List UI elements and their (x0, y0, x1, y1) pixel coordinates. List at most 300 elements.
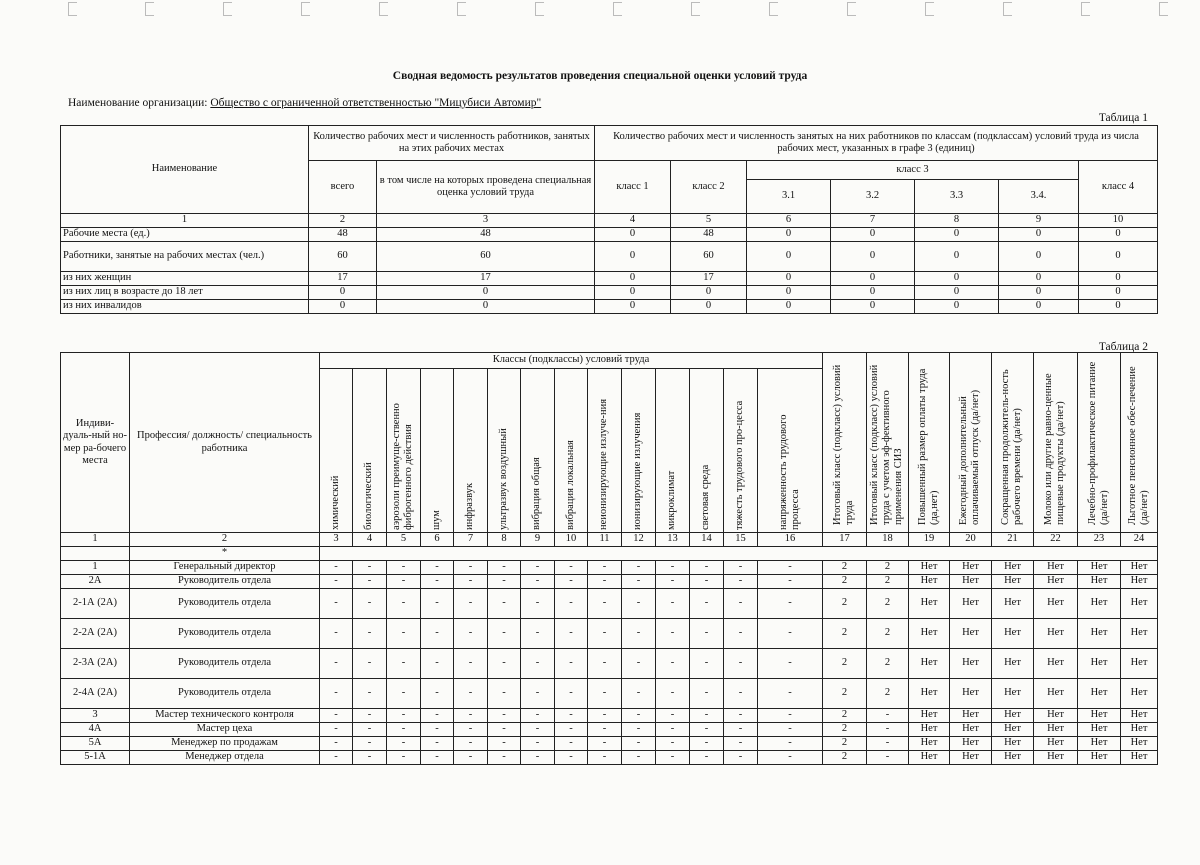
t1-cell: 0 (377, 300, 595, 314)
t2-cell: - (867, 751, 909, 765)
t2-cell: - (320, 561, 353, 575)
t2-header-factor (724, 369, 758, 533)
t2-cell: Нет (992, 589, 1034, 619)
t2-col-number: 16 (758, 533, 823, 547)
t1-header-3-4: 3.4. (999, 180, 1079, 214)
t2-cell: Нет (1121, 649, 1158, 679)
t2-cell: - (555, 649, 588, 679)
t2-cell: - (454, 679, 488, 709)
t1-header-class4: класс 4 (1079, 161, 1158, 214)
t2-cell: - (454, 575, 488, 589)
t1-col-number: 5 (671, 214, 747, 228)
t2-col-number: 22 (1034, 533, 1078, 547)
t2-header-factor (488, 369, 521, 533)
t2-factor-label: аэрозоли преимуще-ственно фиброгенного действия (391, 402, 415, 530)
t2-cell: - (622, 575, 656, 589)
t2-cell: - (521, 619, 555, 649)
t2-col-number: 20 (950, 533, 992, 547)
t2-cell: - (690, 751, 724, 765)
t2-cell: Нет (1121, 619, 1158, 649)
t2-cell: - (387, 575, 421, 589)
t2-factor-label: биологический (363, 461, 375, 530)
t2-cell: 2 (823, 561, 867, 575)
t2-cell: - (758, 709, 823, 723)
t2-cell: - (488, 679, 521, 709)
t2-cell: - (622, 649, 656, 679)
t2-cell: - (724, 575, 758, 589)
t2-cell: - (320, 649, 353, 679)
t1-header-total: всего (309, 161, 377, 214)
t2-cell: 2 (823, 619, 867, 649)
t2-cell: - (758, 723, 823, 737)
t1-cell: 0 (999, 286, 1079, 300)
t2-header-extra (950, 353, 992, 533)
t2-header-factor (555, 369, 588, 533)
t2-cell: - (758, 619, 823, 649)
t2-cell: - (656, 723, 690, 737)
t2-cell: - (353, 723, 387, 737)
t2-cell: - (758, 589, 823, 619)
t2-cell: Нет (950, 589, 992, 619)
t2-cell: - (488, 723, 521, 737)
t2-cell: Нет (1121, 575, 1158, 589)
t2-header-final-class: Итоговый класс (подкласс) условий труда (832, 364, 856, 525)
t2-star-empty (320, 547, 1158, 561)
t2-cell: - (758, 561, 823, 575)
t2-cell: 2 (823, 649, 867, 679)
t1-cell: 0 (999, 228, 1079, 242)
t1-cell: 0 (747, 300, 831, 314)
t2-cell: - (656, 751, 690, 765)
organization-line (68, 97, 541, 109)
t2-cell: 2 (823, 751, 867, 765)
t2-profession: Мастер цеха (130, 723, 320, 737)
t1-cell: 0 (309, 300, 377, 314)
t2-cell: Нет (1034, 751, 1078, 765)
t2-cell: 2 (867, 619, 909, 649)
t1-row (61, 286, 1158, 300)
t1-cell: 0 (747, 286, 831, 300)
t2-profession: Менеджер отдела (130, 751, 320, 765)
t2-cell: Нет (1034, 575, 1078, 589)
t2-header-extra (823, 353, 867, 533)
t2-cell: 2 (823, 709, 867, 723)
t1-row-label: из них женщин (61, 272, 309, 286)
t2-cell: - (622, 737, 656, 751)
t2-factor-label: вибрация общая (531, 456, 543, 530)
t1-cell: 0 (915, 242, 999, 272)
t2-profession: Руководитель отдела (130, 649, 320, 679)
t2-col-number: 23 (1078, 533, 1121, 547)
t2-cell: - (521, 575, 555, 589)
t2-profession: Менеджер по продажам (130, 737, 320, 751)
t2-cell: - (387, 751, 421, 765)
t2-workplace-id: 1 (61, 561, 130, 575)
t2-cell: - (353, 575, 387, 589)
t1-header-3-1: 3.1 (747, 180, 831, 214)
t2-cell: Нет (1078, 589, 1121, 619)
t2-cell: Нет (992, 679, 1034, 709)
t1-header-class2: класс 2 (671, 161, 747, 214)
t2-cell: - (353, 679, 387, 709)
t2-cell: Нет (909, 679, 950, 709)
t2-cell: - (724, 709, 758, 723)
t2-cell: - (421, 575, 454, 589)
t2-col-number: 8 (488, 533, 521, 547)
t2-cell: Нет (909, 751, 950, 765)
t2-header-extra (909, 353, 950, 533)
t2-cell: - (521, 751, 555, 765)
t2-cell: Нет (1078, 619, 1121, 649)
t2-header-classes: Классы (подклассы) условий труда (320, 353, 823, 369)
organization-name: Общество с ограниченной ответственностью "Мицубиси Автомир" (210, 97, 542, 109)
t2-cell: Нет (1078, 649, 1121, 679)
t1-col-number: 3 (377, 214, 595, 228)
t2-cell: Нет (1078, 575, 1121, 589)
t2-cell: - (690, 709, 724, 723)
t1-cell: 0 (915, 300, 999, 314)
t2-factor-label: световая среда (700, 464, 712, 530)
t2-cell: - (622, 709, 656, 723)
t2-cell: - (320, 723, 353, 737)
t2-row (61, 751, 1158, 765)
t2-header-factor (690, 369, 724, 533)
t2-header-id: Индиви-дуаль-ный но-мер ра-бочего места (61, 353, 130, 533)
t2-cell: - (521, 589, 555, 619)
t2-cell: Нет (1121, 679, 1158, 709)
t1-cell: 60 (377, 242, 595, 272)
t1-cell: 0 (595, 300, 671, 314)
t2-cell: - (588, 737, 622, 751)
t1-cell: 60 (671, 242, 747, 272)
t2-cell: - (421, 723, 454, 737)
t2-col-number: 2 (130, 533, 320, 547)
t2-cell: - (353, 737, 387, 751)
t2-cell: - (488, 589, 521, 619)
t2-col-number: 7 (454, 533, 488, 547)
t2-cell: - (690, 589, 724, 619)
t2-workplace-id: 5-1А (61, 751, 130, 765)
t2-profession: Руководитель отдела (130, 619, 320, 649)
t1-col-number: 8 (915, 214, 999, 228)
t1-cell: 0 (915, 272, 999, 286)
t2-cell: Нет (1034, 649, 1078, 679)
t2-cell: - (555, 589, 588, 619)
t1-row (61, 300, 1158, 314)
t2-header-final-class-siz: Итоговый класс (подкласс) условий труда с учетом эф-фективного применения СИЗ (869, 364, 905, 525)
t1-cell: 0 (377, 286, 595, 300)
t2-col-number: 12 (622, 533, 656, 547)
t2-cell: 2 (823, 723, 867, 737)
t1-cell: 0 (999, 272, 1079, 286)
t2-cell: - (724, 723, 758, 737)
t1-col-number: 9 (999, 214, 1079, 228)
t1-cell: 0 (747, 228, 831, 242)
t2-workplace-id: 3 (61, 709, 130, 723)
t2-cell: - (353, 709, 387, 723)
t1-cell: 0 (831, 228, 915, 242)
t2-cell: - (555, 751, 588, 765)
t2-row (61, 709, 1158, 723)
t2-cell: - (320, 737, 353, 751)
t2-cell: - (690, 723, 724, 737)
t2-col-number: 11 (588, 533, 622, 547)
t2-cell: Нет (1078, 561, 1121, 575)
t2-cell: Нет (1121, 561, 1158, 575)
t2-cell: - (724, 679, 758, 709)
t2-cell: Нет (1034, 589, 1078, 619)
t2-cell: - (320, 575, 353, 589)
t2-cell: - (421, 737, 454, 751)
t2-row (61, 723, 1158, 737)
t2-cell: - (488, 737, 521, 751)
t2-col-number: 4 (353, 533, 387, 547)
t2-cell: Нет (992, 649, 1034, 679)
t2-cell: - (758, 679, 823, 709)
t2-cell: 2 (867, 575, 909, 589)
t2-cell: Нет (1121, 589, 1158, 619)
t2-cell: - (758, 737, 823, 751)
t2-cell: Нет (1078, 751, 1121, 765)
t2-cell: - (588, 709, 622, 723)
t2-workplace-id: 2-2А (2А) (61, 619, 130, 649)
t2-cell: - (488, 649, 521, 679)
t2-cell: - (387, 737, 421, 751)
t2-cell: - (353, 619, 387, 649)
t2-cell: - (588, 589, 622, 619)
t2-cell: - (656, 709, 690, 723)
t2-header-factor (320, 369, 353, 533)
t2-cell: - (656, 619, 690, 649)
t2-profession: Руководитель отдела (130, 679, 320, 709)
t2-cell: Нет (992, 575, 1034, 589)
t2-cell: Нет (1121, 723, 1158, 737)
t1-cell: 60 (309, 242, 377, 272)
t2-cell: Нет (909, 589, 950, 619)
t1-cell: 0 (831, 272, 915, 286)
t2-cell: - (320, 709, 353, 723)
t2-cell: - (387, 649, 421, 679)
t1-cell: 0 (1079, 300, 1158, 314)
t2-cell: Нет (1121, 709, 1158, 723)
t2-factor-label: химический (329, 475, 341, 530)
t2-cell: - (454, 709, 488, 723)
t2-cell: Нет (950, 751, 992, 765)
organization-label: Наименование организации: (68, 97, 208, 109)
t1-col-number: 10 (1079, 214, 1158, 228)
t2-header-factor (588, 369, 622, 533)
t2-cell: - (521, 561, 555, 575)
t2-cell: Нет (909, 649, 950, 679)
t2-cell: Нет (992, 619, 1034, 649)
t2-cell: Нет (992, 561, 1034, 575)
t2-cell: - (622, 561, 656, 575)
t2-header-factor (758, 369, 823, 533)
t2-cell: - (588, 649, 622, 679)
t2-cell: 2 (823, 679, 867, 709)
t2-cell: - (387, 561, 421, 575)
t2-cell: Нет (1121, 737, 1158, 751)
t2-workplace-id: 2А (61, 575, 130, 589)
t2-row (61, 561, 1158, 575)
t2-cell: - (622, 679, 656, 709)
t2-cell: - (421, 709, 454, 723)
t1-cell: 0 (999, 242, 1079, 272)
t2-profession: Мастер технического контроля (130, 709, 320, 723)
t1-col-number: 7 (831, 214, 915, 228)
t2-header-profession: Профессия/ должность/ специальность работника (130, 353, 320, 533)
t2-cell: - (724, 737, 758, 751)
t2-cell: - (521, 679, 555, 709)
t2-header-extra (1121, 353, 1158, 533)
t1-header-3-2: 3.2 (831, 180, 915, 214)
t2-cell: 2 (823, 589, 867, 619)
t2-factor-label: шум (430, 509, 442, 530)
t2-cell: Нет (950, 709, 992, 723)
t2-col-number: 24 (1121, 533, 1158, 547)
t2-cell: Нет (1034, 679, 1078, 709)
t2-cell: Нет (909, 575, 950, 589)
t1-col-number: 6 (747, 214, 831, 228)
t2-factor-label: ионизирующие излучения (632, 412, 644, 530)
t2-header-pension: Льготное пенсионное обес-печение (да/нет) (1126, 366, 1151, 525)
t2-cell: - (488, 619, 521, 649)
t2-cell: - (421, 751, 454, 765)
t1-cell: 0 (915, 228, 999, 242)
t2-cell: Нет (950, 679, 992, 709)
t2-cell: - (867, 709, 909, 723)
t2-cell: - (622, 619, 656, 649)
t2-cell: - (320, 679, 353, 709)
t1-header-group1: Количество рабочих мест и численность работников, занятых на этих рабочих местах (309, 126, 595, 161)
t2-workplace-id: 5А (61, 737, 130, 751)
t1-cell: 48 (671, 228, 747, 242)
t1-row-label: Работники, занятые на рабочих местах (чел.) (61, 242, 309, 272)
t1-cell: 0 (831, 242, 915, 272)
t2-workplace-id: 2-1А (2А) (61, 589, 130, 619)
t2-cell: - (488, 751, 521, 765)
t2-cell: - (555, 709, 588, 723)
t2-cell: - (454, 723, 488, 737)
t2-cell: - (387, 709, 421, 723)
t2-cell: Нет (1034, 723, 1078, 737)
t2-header-factor (387, 369, 421, 533)
t2-cell: - (588, 679, 622, 709)
t2-header-milk: Молоко или другие равно-ценные пищевые продукты (да/нет) (1043, 373, 1067, 525)
t2-header-nutrition: Лечебно-профилактическое питание (да/нет) (1086, 361, 1111, 525)
t2-cell: - (555, 575, 588, 589)
t2-header-vacation: Ежегодный дополнительный оплачиваемый отпуск (да/нет) (958, 389, 982, 525)
t1-cell: 17 (671, 272, 747, 286)
t2-cell: Нет (992, 709, 1034, 723)
t1-cell: 17 (377, 272, 595, 286)
t1-cell: 0 (595, 286, 671, 300)
t2-cell: - (353, 649, 387, 679)
t2-header-extra (992, 353, 1034, 533)
summary-table (60, 125, 1158, 314)
t2-factor-label: ультразвук воздушный (497, 427, 509, 530)
t2-cell: Нет (1078, 709, 1121, 723)
t2-cell: Нет (1078, 723, 1121, 737)
t1-cell: 0 (915, 286, 999, 300)
table1-label: Таблица 1 (1098, 112, 1148, 124)
t2-cell: - (867, 737, 909, 751)
t1-cell: 0 (831, 286, 915, 300)
t2-col-number: 10 (555, 533, 588, 547)
t2-cell: Нет (950, 619, 992, 649)
t2-cell: - (387, 589, 421, 619)
t2-cell: - (622, 589, 656, 619)
t1-header-3-3: 3.3 (915, 180, 999, 214)
t2-col-number: 14 (690, 533, 724, 547)
workplaces-table (60, 352, 1158, 765)
t1-header-group2: Количество рабочих мест и численность занятых на них работников по классам (подклассам) условий труда из числа рабочих мест, указанных в графе 3 (единиц) (595, 126, 1158, 161)
table2-label: Таблица 2 (1098, 341, 1148, 353)
t1-cell: 48 (377, 228, 595, 242)
t2-col-number: 6 (421, 533, 454, 547)
t2-cell: - (656, 649, 690, 679)
t2-cell: - (353, 589, 387, 619)
t2-cell: - (521, 709, 555, 723)
t2-cell: Нет (1034, 561, 1078, 575)
t2-cell: Нет (909, 737, 950, 751)
t2-header-extra (1034, 353, 1078, 533)
t1-cell: 48 (309, 228, 377, 242)
t2-col-number: 17 (823, 533, 867, 547)
t2-header-factor (454, 369, 488, 533)
t2-cell: 2 (823, 737, 867, 751)
t2-cell: - (320, 619, 353, 649)
t2-cell: - (588, 561, 622, 575)
t2-workplace-id: 2-4А (2А) (61, 679, 130, 709)
t2-cell: - (588, 619, 622, 649)
t2-cell: - (656, 589, 690, 619)
t2-cell: - (690, 737, 724, 751)
t2-factor-label: тяжесть трудового про-цесса (734, 400, 746, 530)
t2-cell: - (521, 737, 555, 751)
t2-cell: - (421, 561, 454, 575)
t2-cell: - (690, 561, 724, 575)
t2-profession: Генеральный директор (130, 561, 320, 575)
t2-cell: - (488, 561, 521, 575)
t2-workplace-id: 4А (61, 723, 130, 737)
t2-col-number: 15 (724, 533, 758, 547)
t2-factor-label: напряженность трудового процесса (777, 414, 801, 530)
t2-cell: - (421, 679, 454, 709)
t2-cell: - (622, 751, 656, 765)
t2-cell: 2 (867, 589, 909, 619)
t2-cell: Нет (909, 561, 950, 575)
t2-cell: - (387, 723, 421, 737)
t1-cell: 0 (747, 272, 831, 286)
t1-row-label: из них инвалидов (61, 300, 309, 314)
t2-cell: - (656, 561, 690, 575)
t2-header-pay: Повышенный размер оплаты труда (да,нет) (916, 368, 941, 525)
t2-cell: - (656, 575, 690, 589)
t1-row-label: из них лиц в возрасте до 18 лет (61, 286, 309, 300)
t2-col-number: 19 (909, 533, 950, 547)
t2-row (61, 575, 1158, 589)
t2-cell: - (588, 751, 622, 765)
t2-cell: Нет (992, 737, 1034, 751)
t2-cell: - (555, 679, 588, 709)
t2-cell: Нет (950, 561, 992, 575)
t2-factor-label: инфразвук (464, 482, 476, 530)
t1-row (61, 228, 1158, 242)
t2-profession: Руководитель отдела (130, 589, 320, 619)
t1-cell: 0 (831, 300, 915, 314)
t2-cell: - (656, 679, 690, 709)
